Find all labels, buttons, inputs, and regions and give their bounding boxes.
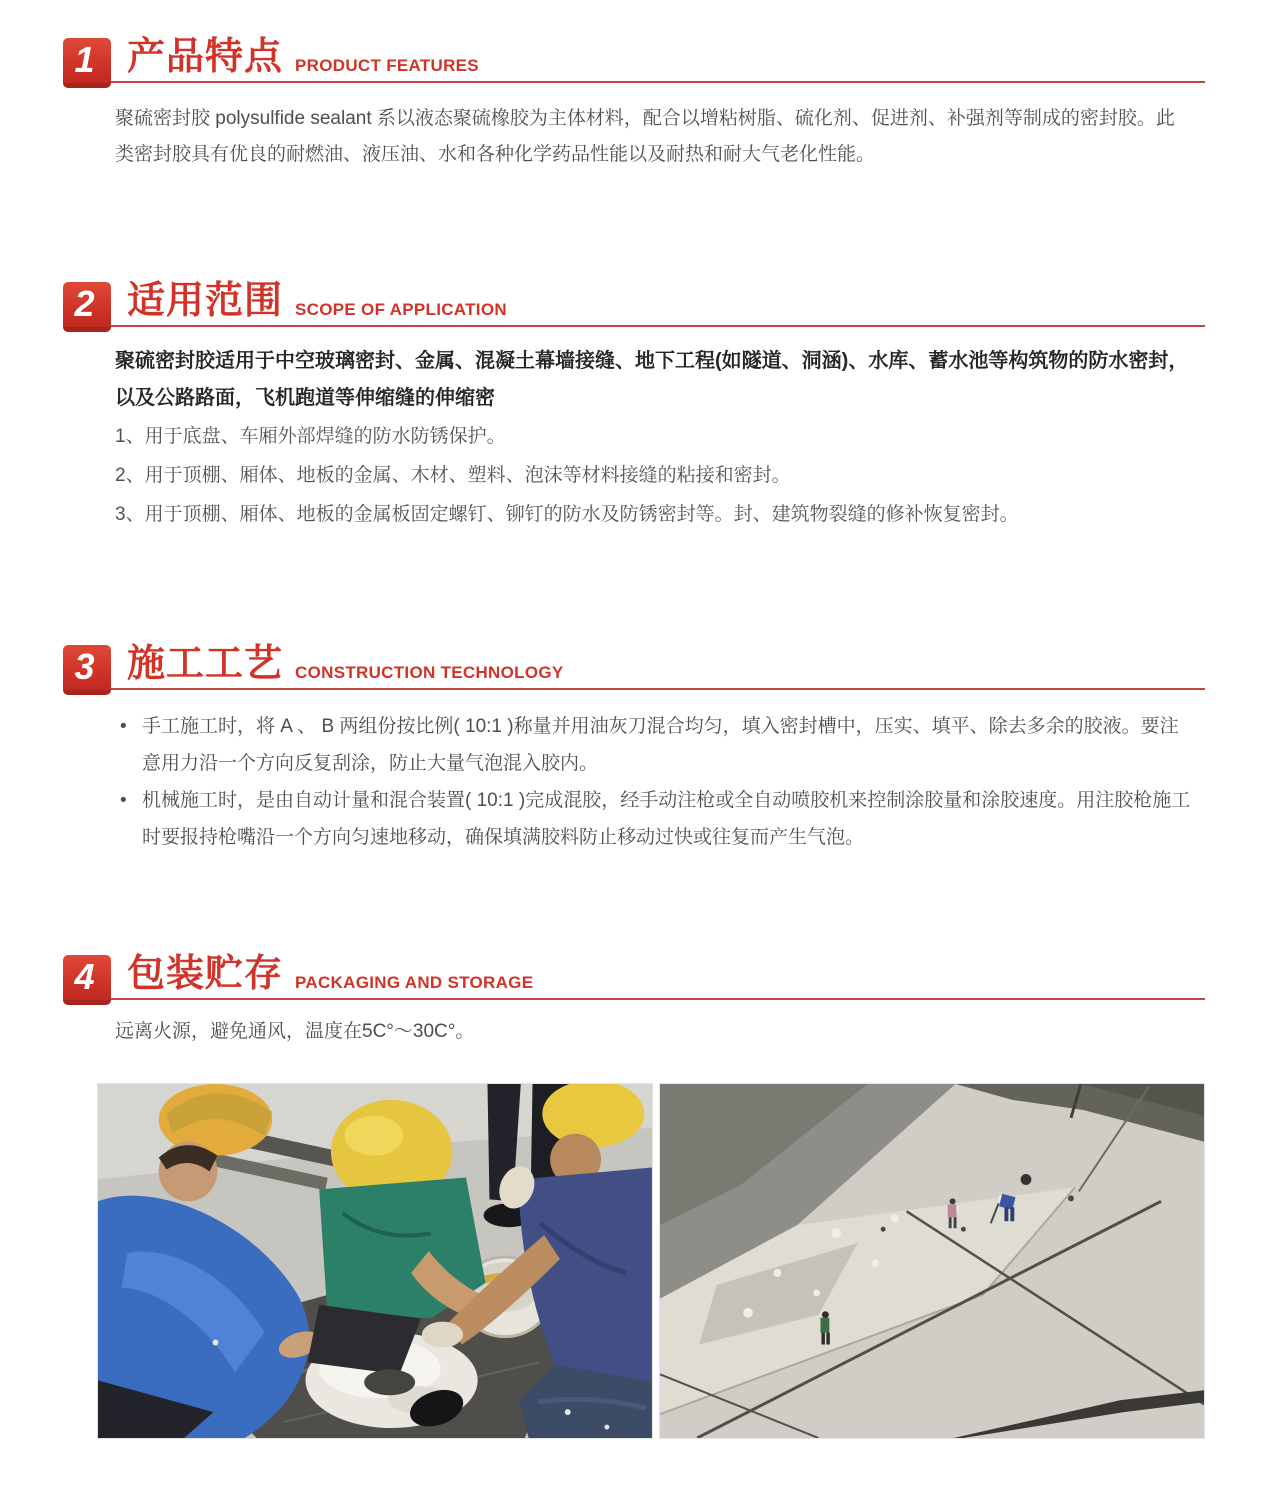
construction-bullet-list	[118, 708, 1193, 856]
bullet-item: • 手工施工时，将 A 、 B 两组份按比例( 10:1 )称量并用油灰刀混合均匀，填入密封槽中，压实、填平、除去多余的胶液。要注意用力沿一个方向反复刮涂，防止大量气泡混入胶内。	[118, 708, 1193, 782]
section-number-badge	[63, 282, 111, 332]
section-number: 1	[74, 38, 95, 80]
scope-lead-paragraph: 聚硫密封胶适用于中空玻璃密封、金属、混凝土幕墙接缝、地下工程(如隧道、洞涵)、水库、蓄水池等构筑物的防水密封，以及公路路面，飞机跑道等伸缩缝的伸缩密	[115, 350, 1189, 409]
section-title-zh: 施工工艺	[127, 643, 284, 685]
section-number: 2	[74, 282, 95, 324]
section-title-zh: 适用范围	[127, 280, 284, 322]
bullet-item: • 机械施工时，是由自动计量和混合装置( 10:1 )完成混胶，经手动注枪或全自动喷胶机来控制涂胶量和涂胶速度。用注胶枪施工时要报持枪嘴沿一个方向匀速地移动，确保填满胶料防止移动过快或往复而产生气泡。	[118, 782, 1193, 856]
list-item: 1、用于底盘、车厢外部焊缝的防水防锈保护。	[115, 426, 506, 447]
product-features-paragraph: 聚硫密封胶 polysulfide sealant 系以液态聚硫橡胶为主体材料，配合以增粘树脂、硫化剂、促进剂、补强剂等制成的密封胶。此类密封胶具有优良的耐燃油、液压油、水和各种化学药品性能以及耐热和耐大气老化性能。	[115, 108, 1175, 165]
scope-numbered-list	[115, 419, 1193, 533]
storage-paragraph: 远离火源，避免通风，温度在5C°～30C°。	[115, 1021, 475, 1042]
section-title-en: PRODUCT FEATURES	[295, 56, 479, 75]
section-packaging-storage	[63, 950, 1205, 1050]
dark-object	[1021, 1174, 1032, 1185]
section-title-zh: 包装贮存	[127, 953, 284, 995]
section-number-badge	[63, 38, 111, 88]
section-title-en: PACKAGING AND STORAGE	[295, 973, 534, 992]
section-header	[63, 277, 1205, 327]
section-title-en: SCOPE OF APPLICATION	[295, 300, 507, 319]
section-construction-technology	[63, 640, 1205, 856]
section-product-features	[63, 33, 1205, 173]
section-title-en: CONSTRUCTION TECHNOLOGY	[295, 663, 564, 682]
list-item: 3、用于顶棚、厢体、地板的金属板固定螺钉、铆钉的防水及防锈密封等。封、建筑物裂缝的修补恢复密封。	[115, 504, 1019, 525]
section-number-badge	[63, 955, 111, 1005]
section-title-zh: 产品特点	[127, 36, 284, 78]
workers-mixing-sealant-photo	[97, 1083, 653, 1439]
section-number: 4	[74, 955, 95, 997]
application-photos-row	[97, 1083, 1205, 1439]
section-scope-of-application	[63, 277, 1205, 533]
photo-illustration	[98, 1084, 652, 1438]
section-number-badge	[63, 645, 111, 695]
section-header	[63, 640, 1205, 690]
section-header	[63, 950, 1205, 1000]
photo-illustration	[660, 1084, 1204, 1438]
section-header	[63, 33, 1205, 83]
section-number: 3	[74, 645, 95, 687]
list-item: 2、用于顶棚、厢体、地板的金属、木材、塑料、泡沫等材料接缝的粘接和密封。	[115, 465, 791, 486]
dam-slope-joint-sealing-photo	[659, 1083, 1205, 1439]
